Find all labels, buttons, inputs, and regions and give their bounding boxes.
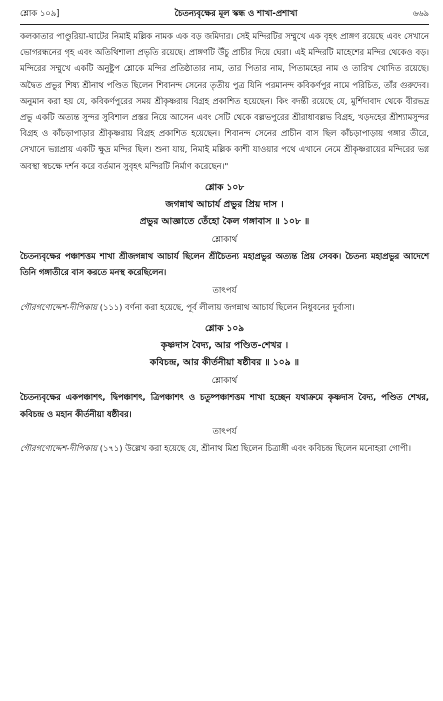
verse-108-heading: শ্লোক ১০৮ (204, 182, 245, 193)
purport-text: (১১১) বর্ণনা করা হয়েছে, পূর্ব লীলায় জগন্নাথ আচার্য ছিলেন নিধুবনের দুর্বাসা। (97, 301, 355, 312)
purport-text: (১৭১) উল্লেখ করা হয়েছে যে, শ্রীনাথ মিশ্র ছিলেন চিত্রাঙ্গী এবং কবিচন্দ্র ছিলেন মনোহরা গোপী। (97, 443, 411, 454)
verse-108-translation-label: শ্লোকার্থ (211, 235, 238, 246)
header-verse-ref: শ্লোক ১০৯] (20, 8, 60, 18)
header-rule (20, 24, 429, 25)
verse-108-line-2: প্রভুর আজ্ঞাতে তেঁহো কৈল গঙ্গাবাস ॥ ১০৮ ॥ (139, 216, 310, 228)
page-body (20, 28, 429, 456)
verse-108-purport (20, 299, 429, 315)
verse-108-translation: চৈতন্যবৃক্ষের পঞ্চাশত্তম শাখা শ্রীজগন্নাথ আচার্য ছিলেন শ্রীচৈতন্য মহাপ্রভুর অত্যন্ত প্রিয় সেবক। চৈতন্য মহাপ্রভুর আদেশে তিনি গঙ্গাতীরে বাস করতে মনস্থ করেছিলেন। (20, 251, 429, 278)
verse-108-line-1: জগন্নাথ আচার্য প্রভুর প্রিয় দাস । (165, 199, 284, 211)
verse-109-purport-label: তাৎপর্য (212, 426, 237, 437)
intro-paragraph: কলকাতার পাণ্ডুরিয়া-ঘাটের নিমাই মল্লিক নামক এক বড় জমিদার। সেই মন্দিরটির সম্মুখে এক বৃহৎ প্রাঙ্গণ রয়েছে এবং সেখানে ভোগরন্ধনের গৃহ এবং অতিথিশালা প্রভৃতি রয়েছে। প্রাঙ্গণটি উঁচু প্রাচীর দিয়ে ঘেরা। এই মন্দিরটি মাহেশের মন্দির থেকেও বড়। মন্দিরের সম্মুখে একটি অনুষ্টুপ শ্লোকে মন্দির প্রতিষ্ঠাতার নাম, তার পিতার নাম, পিতামহের নাম ও তারিখ খোদিত রয়েছে। অদ্বৈত প্রভুর শিষ্য শ্রীনাথ পণ্ডিত ছিলেন শিবানন্দ সেনের তৃতীয় পুত্র যিনি পরমানন্দ কবিকর্ণপুর নামে পরিচিত, তাঁর গুরুদেব। অনুমান করা হয় যে, কবিকর্ণপুরের সময় শ্রীকৃষ্ণরায় বিগ্রহ প্রকাশিত হয়েছেন। কিং বদন্তী রয়েছে যে, মুর্শিদাবাদ থেকে বীরভদ্র প্রভু একটি অত্যন্ত সুন্দর সুবিশাল প্রস্তর নিয়ে আসেন এবং সেটি থেকে বল্লভপুরের শ্রীরাধাবল্লভ বিগ্রহ, খড়দহের শ্রীশ্যামসুন্দর বিগ্রহ ও কাঁচড়াপাড়ার শ্রীকৃষ্ণরায় বিগ্রহ প্রকাশিত হয়েছেন। শিবানন্দ সেনের প্রাচীন বাস ছিল কাঁচড়াপাড়ায় গঙ্গার তীরে, সেখানে ভগ্নপ্রায় একটি ক্ষুদ্র মন্দির ছিল। শুনা যায়, নিমাই মল্লিক কাশী যাওয়ার পথে এখানে নেমে শ্রীকৃষ্ণরায়ের মন্দিরের ভগ্ন অবস্থা স্বচক্ষে দর্শন করে বর্তমান সুবৃহৎ মন্দিরটি নির্মাণ করেছেন।" (20, 31, 429, 171)
verse-109-translation-label: শ্লোকার্থ (211, 376, 238, 387)
verse-109-purport (20, 440, 429, 456)
verse-109-translation: চৈতন্যবৃক্ষের একপঞ্চাশৎ, দ্বিপঞ্চাশৎ, ত্রিপঞ্চাশৎ ও চতুষ্পঞ্চাশত্তম শাখা হচ্ছেন যথাক্রমে কৃষ্ণদাস বৈদ্য, পণ্ডিত শেখর, কবিচন্দ্র ও মহান কীর্তনীয়া ষষ্ঠীবর। (20, 392, 429, 419)
purport-source-title: গৌরগণোদ্দেশ-দীপিকায় (20, 301, 98, 312)
purport-source-title: গৌরগণোদ্দেশ-দীপিকায় (20, 443, 98, 454)
header-chapter-title: চৈতন্যবৃক্ষের মূল স্কন্ধ ও শাখা-প্রশাখা (174, 8, 298, 18)
verse-109-line-2: কবিচন্দ্র, আর কীর্তনীয়া ষষ্ঠীবর ॥ ১০৯ ॥ (149, 357, 300, 369)
page-header (20, 6, 429, 22)
verse-109-heading: শ্লোক ১০৯ (204, 324, 245, 335)
verse-109-line-1: কৃষ্ণদাস বৈদ্য, আর পণ্ডিত-শেখর । (160, 340, 289, 352)
verse-108-purport-label: তাৎপর্য (212, 285, 237, 296)
page-number: ৬৬৯ (412, 8, 429, 18)
